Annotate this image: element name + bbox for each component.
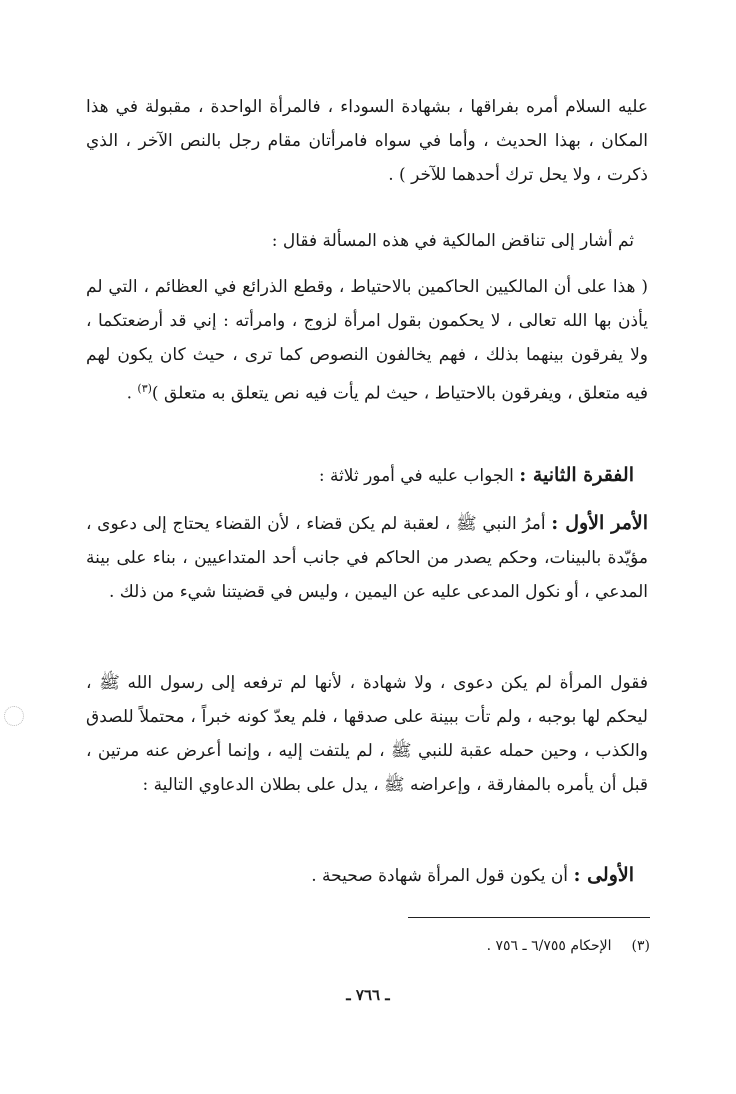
paragraph-2 [86, 224, 648, 258]
footnote-separator [408, 917, 650, 918]
scan-mark [4, 706, 24, 726]
first-matter-heading: الأمر الأول : [551, 512, 648, 534]
first-claim-heading: الأولى : [573, 864, 634, 886]
first-claim-text: أن يكون قول المرأة شهادة صحيحة . [311, 866, 574, 886]
first-claim-paragraph [86, 858, 648, 893]
footnote-text: الإحكام ٦/٧٥٥ ـ ٧٥٦ . [486, 938, 612, 954]
footnote [487, 934, 650, 958]
footnote-reference: (٣) [137, 382, 152, 395]
paragraph-6-text: فقول المرأة لم يكن دعوى ، ولا شهادة ، لأنها لم ترفعه إلى رسول الله ﷺ ، ليحكم لها بوجبه ، ولم تأت ببينة على صدقها ، فلم يعدّ كونه خبراً ، محتملاً للصدق والكذب ، وحين حمله عقبة للنبي ﷺ ، لم يلتفت إليه ، وإنما أعرض عنه مرتين ، قبل أن يأمره بالمفارقة ، وإعراضه ﷺ ، يدل على بطلان الدعاوي التالية : [86, 673, 648, 795]
first-matter-paragraph [86, 506, 648, 609]
quote-paragraph [86, 270, 648, 411]
page-number: ـ ٧٦٦ ـ [346, 986, 390, 1004]
quote-text: ( هذا على أن المالكيين الحاكمين بالاحتياط ، وقطع الذرائع في العظائم ، التي لم يأذن بها الله تعالى ، لا يحكمون بقول امرأة لزوج ، وامرأته : إني قد أرضعتكما ، ولا يفرقون بينهما بذلك ، فهم يخالفون النصوص كما ترى ، حيث كان يكون لهم فيه متعلق ، ويفرقون بالاحتياط ، حيث لم يأت فيه نص يتعلق به متعلق ) [86, 277, 648, 404]
section-heading-paragraph [86, 458, 648, 493]
section-heading: الفقرة الثانية : [519, 464, 634, 486]
paragraph-1-text: عليه السلام أمره بفراقها ، بشهادة السوداء ، فالمرأة الواحدة ، مقبولة في هذا المكان ، بهذا الحديث ، وأما في سواه فامرأتان مقام رجل بالنص الآخر ، الذي ذكرت ، ولا يحل ترك أحدهما للآخر ) . [86, 97, 648, 185]
footnote-number: (٣) [631, 938, 650, 954]
paragraph-6 [86, 666, 648, 802]
paragraph-2-text: ثم أشار إلى تناقض المالكية في هذه المسألة فقال : [271, 231, 634, 251]
quote-end: . [126, 383, 138, 404]
paragraph-1 [86, 90, 648, 192]
section-heading-text: الجواب عليه في أمور ثلاثة : [318, 466, 520, 486]
first-matter-text: أمرُ النبي ﷺ ، لعقبة لم يكن قضاء ، لأن القضاء يحتاج إلى دعوى ، مؤيّدة بالبينات، وحكم يصدر من الحاكم في جانب أحد المتداعيين ، بناء على بينة المدعي ، أو نكول المدعى عليه عن اليمين ، وليس في قضيتنا شيء من ذلك . [86, 514, 648, 602]
